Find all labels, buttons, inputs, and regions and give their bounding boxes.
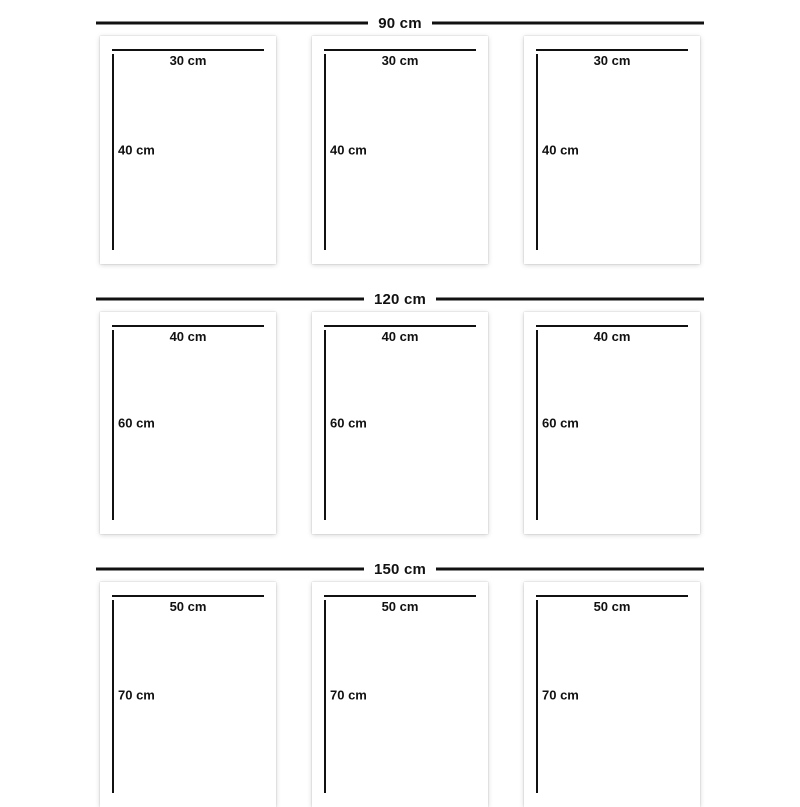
panel-height-label: 70 cm — [330, 687, 367, 702]
total-width-label: 120 cm — [364, 291, 436, 308]
width-rule — [324, 49, 476, 51]
height-rule — [112, 54, 114, 250]
width-rule — [324, 325, 476, 327]
panel-height-label: 60 cm — [330, 415, 367, 431]
width-rule — [324, 595, 476, 597]
width-rule — [536, 595, 688, 597]
group-spacer — [0, 264, 800, 286]
panel-width-label: 30 cm — [593, 53, 631, 68]
panel-row-90 — [0, 36, 800, 264]
panel-height-label: 70 cm — [542, 687, 579, 702]
height-rule — [536, 54, 538, 250]
size-group-120 — [0, 286, 800, 534]
panel — [524, 312, 700, 534]
width-rule — [536, 49, 688, 51]
group-spacer — [0, 534, 800, 556]
height-rule — [536, 330, 538, 520]
panel — [100, 312, 276, 534]
panel-height-label: 40 cm — [118, 142, 155, 158]
panel — [100, 582, 276, 807]
panel — [312, 312, 488, 534]
total-width-rule-150 — [96, 556, 704, 582]
panel-width-label: 30 cm — [169, 53, 207, 68]
height-rule — [324, 54, 326, 250]
panel-width-label: 50 cm — [593, 599, 631, 614]
panel-width-label: 40 cm — [381, 329, 419, 344]
height-rule — [112, 600, 114, 793]
total-width-label: 150 cm — [364, 561, 436, 578]
panel-height-label: 60 cm — [118, 415, 155, 431]
panel-width-label: 30 cm — [381, 53, 419, 68]
width-rule — [112, 595, 264, 597]
height-rule — [536, 600, 538, 793]
panel-height-label: 40 cm — [330, 142, 367, 158]
total-width-rule-90 — [96, 10, 704, 36]
panel — [524, 36, 700, 264]
total-width-rule-120 — [96, 286, 704, 312]
panel-width-label: 40 cm — [593, 329, 631, 344]
panel-width-label: 50 cm — [381, 599, 419, 614]
width-rule — [112, 325, 264, 327]
panel — [312, 582, 488, 807]
size-group-90 — [0, 10, 800, 264]
panel-row-120 — [0, 312, 800, 534]
total-width-label: 90 cm — [368, 15, 432, 32]
panel-height-label: 70 cm — [118, 687, 155, 702]
height-rule — [324, 330, 326, 520]
width-rule — [536, 325, 688, 327]
panel — [312, 36, 488, 264]
panel — [100, 36, 276, 264]
panel-height-label: 60 cm — [542, 415, 579, 431]
panel — [524, 582, 700, 807]
panel-height-label: 40 cm — [542, 142, 579, 158]
height-rule — [112, 330, 114, 520]
top-spacer — [0, 0, 800, 10]
width-rule — [112, 49, 264, 51]
size-group-150 — [0, 556, 800, 807]
height-rule — [324, 600, 326, 793]
panel-width-label: 50 cm — [169, 599, 207, 614]
panel-width-label: 40 cm — [169, 329, 207, 344]
panel-row-150 — [0, 582, 800, 807]
